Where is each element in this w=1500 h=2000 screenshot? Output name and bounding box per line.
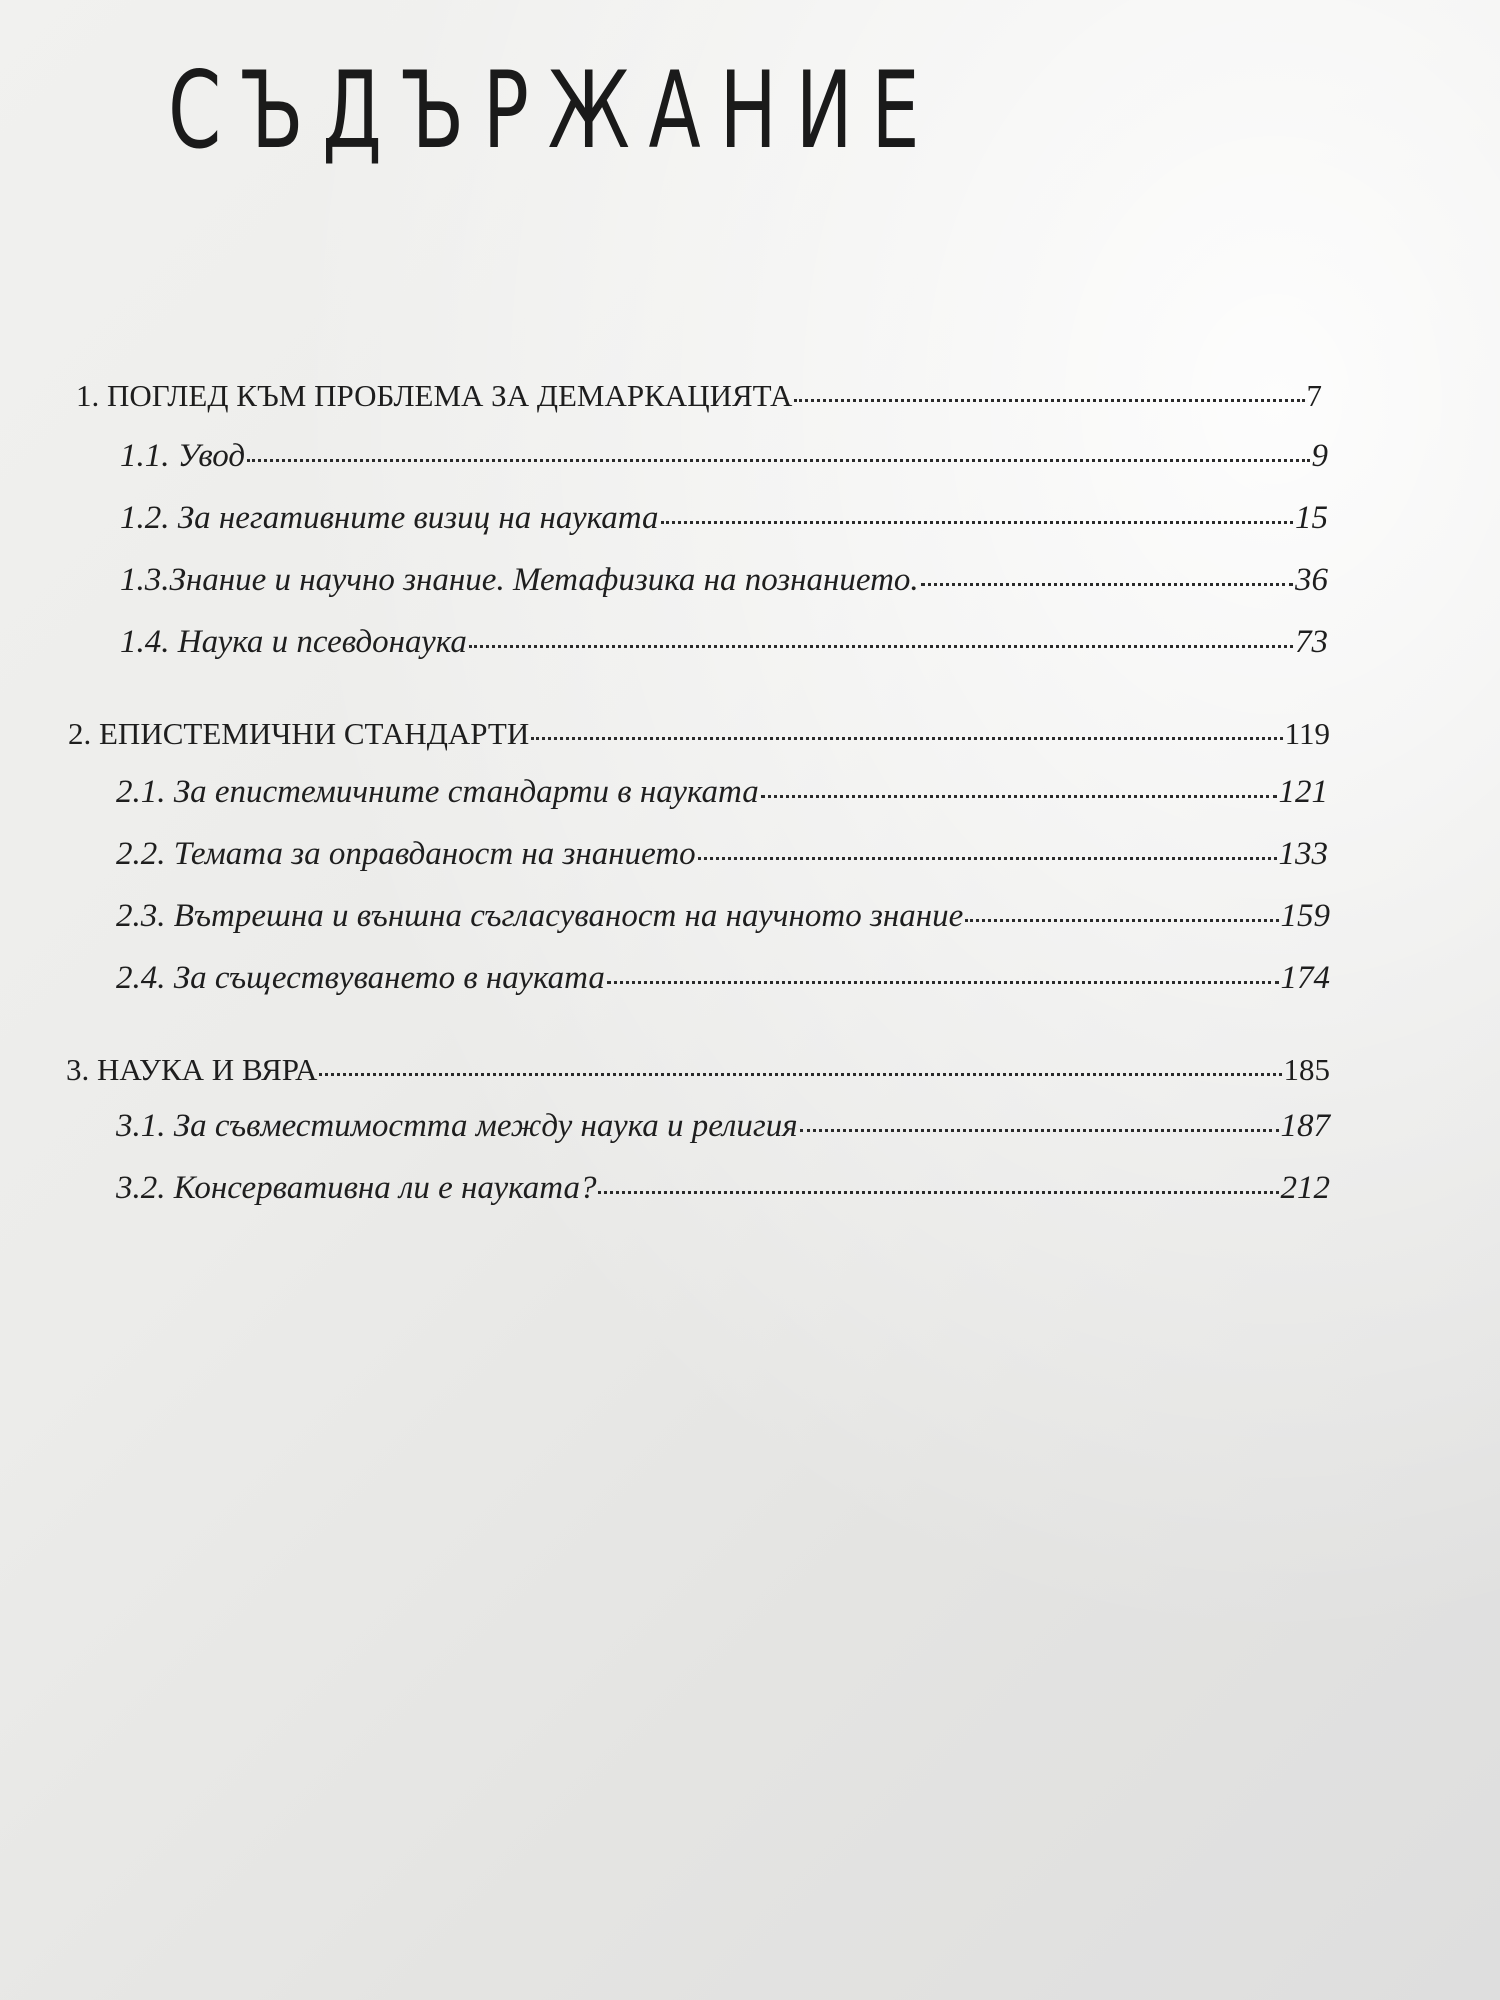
toc-section-2-4 — [116, 960, 1330, 997]
dot-leader — [965, 919, 1278, 922]
toc-entry-label: 2.2. Темата за оправданост на знанието — [116, 836, 696, 872]
toc-page-number: 73 — [1295, 624, 1328, 660]
toc-chapter-1 — [76, 378, 1322, 414]
dot-leader — [761, 795, 1277, 798]
toc-entry-label: 2. ЕПИСТЕМИЧНИ СТАНДАРТИ — [68, 716, 530, 751]
toc-entry-label: 3.1. За съвместимостта между наука и религия — [116, 1108, 798, 1144]
toc-entry-label: 2.1. За епистемичните стандарти в науката — [116, 774, 759, 810]
toc-entry-label: 1.1. Увод — [120, 438, 246, 474]
toc-entry-label: 1.3.Знание и научно знание. Метафизика на познанието. — [120, 562, 919, 598]
toc-section-1-3 — [120, 562, 1328, 599]
toc-page-number: 133 — [1278, 836, 1328, 872]
dot-leader — [698, 857, 1277, 860]
toc-entry-label: 2.4. За съществуването в науката — [116, 960, 605, 996]
toc-page-number: 212 — [1280, 1170, 1330, 1206]
toc-chapter-3 — [66, 1052, 1330, 1088]
dot-leader — [319, 1073, 1281, 1076]
page-title: СЪДЪРЖАНИЕ — [168, 49, 939, 172]
toc-section-2-1 — [116, 774, 1328, 811]
toc-entry-label: 1.4. Наука и псевдонаука — [120, 624, 467, 660]
toc-entry-label: 1.2. За негативните визиц на науката — [120, 500, 659, 536]
dot-leader — [598, 1191, 1278, 1194]
toc-page-number: 121 — [1278, 774, 1328, 810]
toc-entry-label: 2.3. Вътрешна и външна съгласуваност на научното знание — [116, 898, 964, 934]
dot-leader — [794, 399, 1304, 402]
toc-entry-label: 1. ПОГЛЕД КЪМ ПРОБЛЕМА ЗА ДЕМАРКАЦИЯТА — [76, 378, 793, 413]
dot-leader — [661, 521, 1294, 524]
toc-entry-label: 3.2. Консервативна ли е науката? — [116, 1170, 597, 1206]
toc-section-2-2 — [116, 836, 1328, 873]
dot-leader — [921, 583, 1293, 586]
dot-leader — [607, 981, 1279, 984]
toc-section-3-2 — [116, 1170, 1330, 1207]
toc-section-3-1 — [116, 1108, 1330, 1145]
dot-leader — [247, 459, 1309, 462]
toc-chapter-2 — [68, 716, 1330, 752]
toc-entry-label: 3. НАУКА И ВЯРА — [66, 1052, 318, 1087]
toc-section-1-2 — [120, 500, 1328, 537]
toc-section-1-4 — [120, 624, 1328, 661]
toc-page-number: 7 — [1306, 378, 1322, 413]
dot-leader — [469, 645, 1293, 648]
toc-page-number: 187 — [1280, 1108, 1330, 1144]
toc-page-number: 9 — [1311, 438, 1328, 474]
dot-leader — [800, 1129, 1279, 1132]
toc-page-number: 119 — [1284, 716, 1330, 751]
toc-page-number: 36 — [1295, 562, 1328, 598]
toc-section-2-3 — [116, 898, 1330, 935]
toc-page-number: 185 — [1283, 1052, 1330, 1087]
toc-page-number: 15 — [1295, 500, 1328, 536]
toc-section-1-1 — [120, 438, 1328, 475]
toc-page-number: 174 — [1280, 960, 1330, 996]
toc-page-number: 159 — [1280, 898, 1330, 934]
dot-leader — [531, 737, 1282, 740]
